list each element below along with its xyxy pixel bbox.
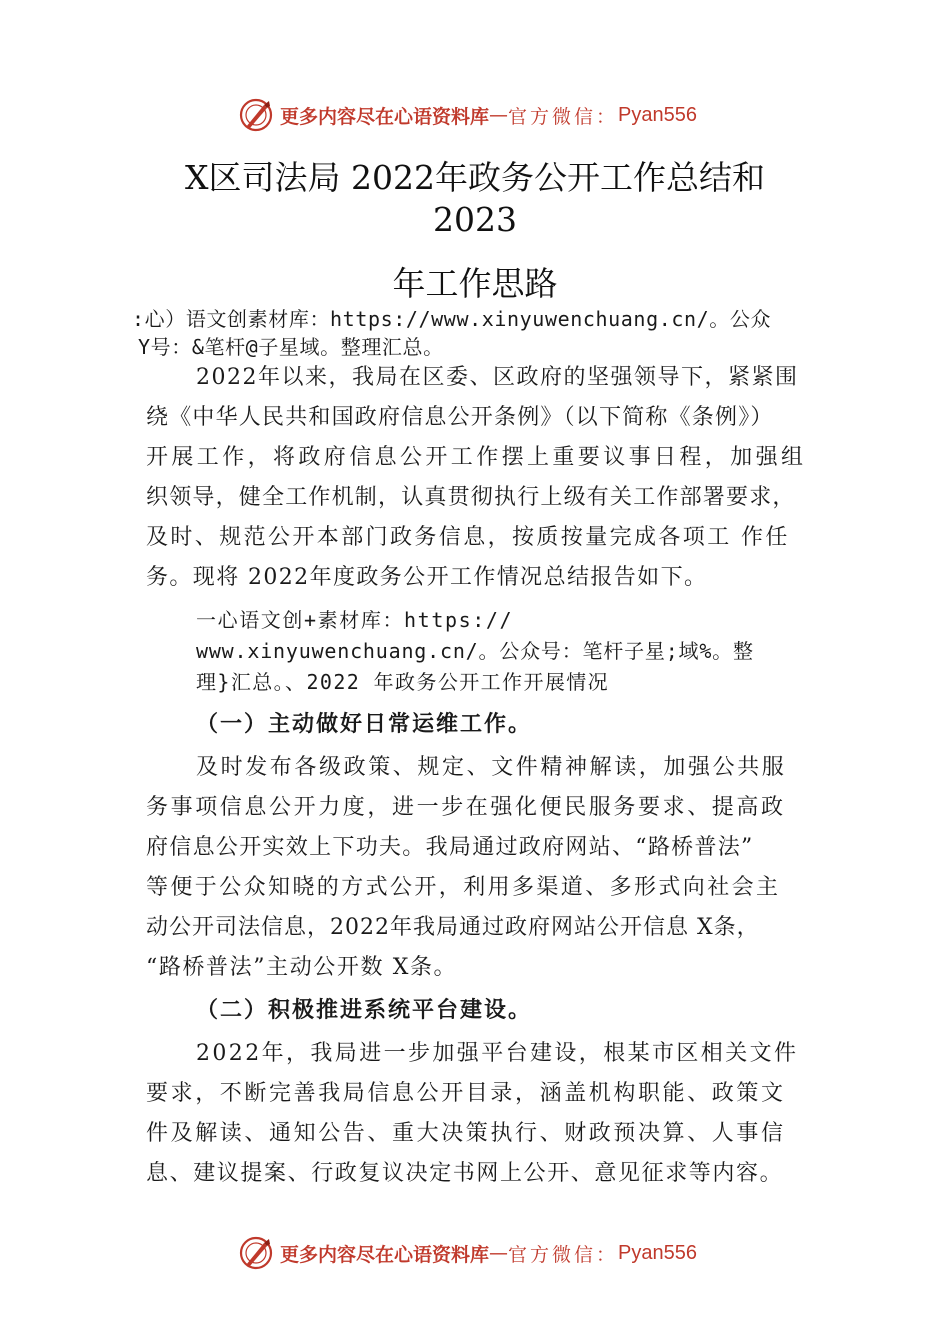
quill-logo-icon <box>238 97 274 133</box>
watermark-footer <box>238 1233 697 1273</box>
section2-heading: （二）积极推进系统平台建设。 <box>196 997 533 1023</box>
source-note-line-1: :心）语文创素材库：https://www.xinyuwenchuang.cn/。公众 <box>132 307 772 331</box>
source-note2-line-3: 理}汇总。、2022 年政务公开工作开展情况 <box>196 670 610 694</box>
section2-line-4: 息、建议提案、行政复议决定书网上公开、意见征求等内容。 <box>146 1161 784 1186</box>
section2-line-1: 2022年，我局进一步加强平台建设，根某市区相关文件 <box>196 1041 799 1066</box>
intro-line-1: 2022年以来，我局在区委、区政府的坚强领导下，紧紧围 <box>196 365 799 390</box>
watermark-wechat-label: 官方微信： <box>508 1243 619 1266</box>
watermark-wechat-label: 官方微信： <box>508 105 619 128</box>
section1-line-3: 府信息公开实效上下功夫。我局通过政府网站、“路桥普法” <box>146 835 754 860</box>
watermark-separator: — <box>489 104 509 126</box>
watermark-brand: 更多内容尽在心语资料库 <box>280 105 490 128</box>
intro-line-4: 织领导，健全工作机制，认真贯彻执行上级有关工作部署要求， <box>146 485 796 510</box>
section1-line-1: 及时发布各级政策、规定、文件精神解读，加强公共服 <box>196 755 787 780</box>
intro-line-2: 绕《中华人民共和国政府信息公开条例》（以下简称《条例》） <box>146 405 774 430</box>
source-note2-line-2: www.xinyuwenchuang.cn/。公众号：笔杆子星;域%。整 <box>196 639 754 663</box>
intro-line-3: 开展工作，将政府信息公开工作摆上重要议事日程，加强组 <box>146 445 807 470</box>
document-title-line-2: 2023 <box>433 200 517 239</box>
watermark-wechat-id: Pyan556 <box>618 1241 697 1264</box>
section2-line-3: 件及解读、通知公告、重大决策执行、财政预决算、人事信 <box>146 1121 786 1146</box>
intro-line-5: 及时、规范公开本部门政务信息，按质按量完成各项工 作任 <box>146 525 790 550</box>
source-note-line-2: Y号：&笔杆@子星域。整理汇总。 <box>138 335 444 359</box>
section1-line-2: 务事项信息公开力度，进一步在强化便民服务要求、提高政 <box>146 795 786 820</box>
intro-line-6: 务。现将 2022年度政务公开工作情况总结报告如下。 <box>146 565 708 590</box>
section1-line-6: “路桥普法”主动公开数 X条。 <box>146 955 458 980</box>
section1-heading: （一）主动做好日常运维工作。 <box>196 711 533 737</box>
source-note2-line-1: 一心语文创+素材库：https:// <box>196 608 514 632</box>
section1-line-5: 动公开司法信息，2022年我局通过政府网站公开信息 X条， <box>146 915 760 940</box>
document-title-line-3: 年工作思路 <box>392 264 558 303</box>
section1-line-4: 等便于公众知晓的方式公开，利用多渠道、多形式向社会主 <box>146 875 781 900</box>
watermark-separator: — <box>489 1242 509 1264</box>
quill-logo-icon <box>238 1235 274 1271</box>
watermark-wechat-id: Pyan556 <box>618 103 697 126</box>
watermark-header <box>238 95 697 135</box>
watermark-brand: 更多内容尽在心语资料库 <box>280 1243 490 1266</box>
section2-line-2: 要求，不断完善我局信息公开目录，涵盖机构职能、政策文 <box>146 1081 786 1106</box>
document-title-line-1: X区司法局 2022年政务公开工作总结和 <box>185 158 765 197</box>
